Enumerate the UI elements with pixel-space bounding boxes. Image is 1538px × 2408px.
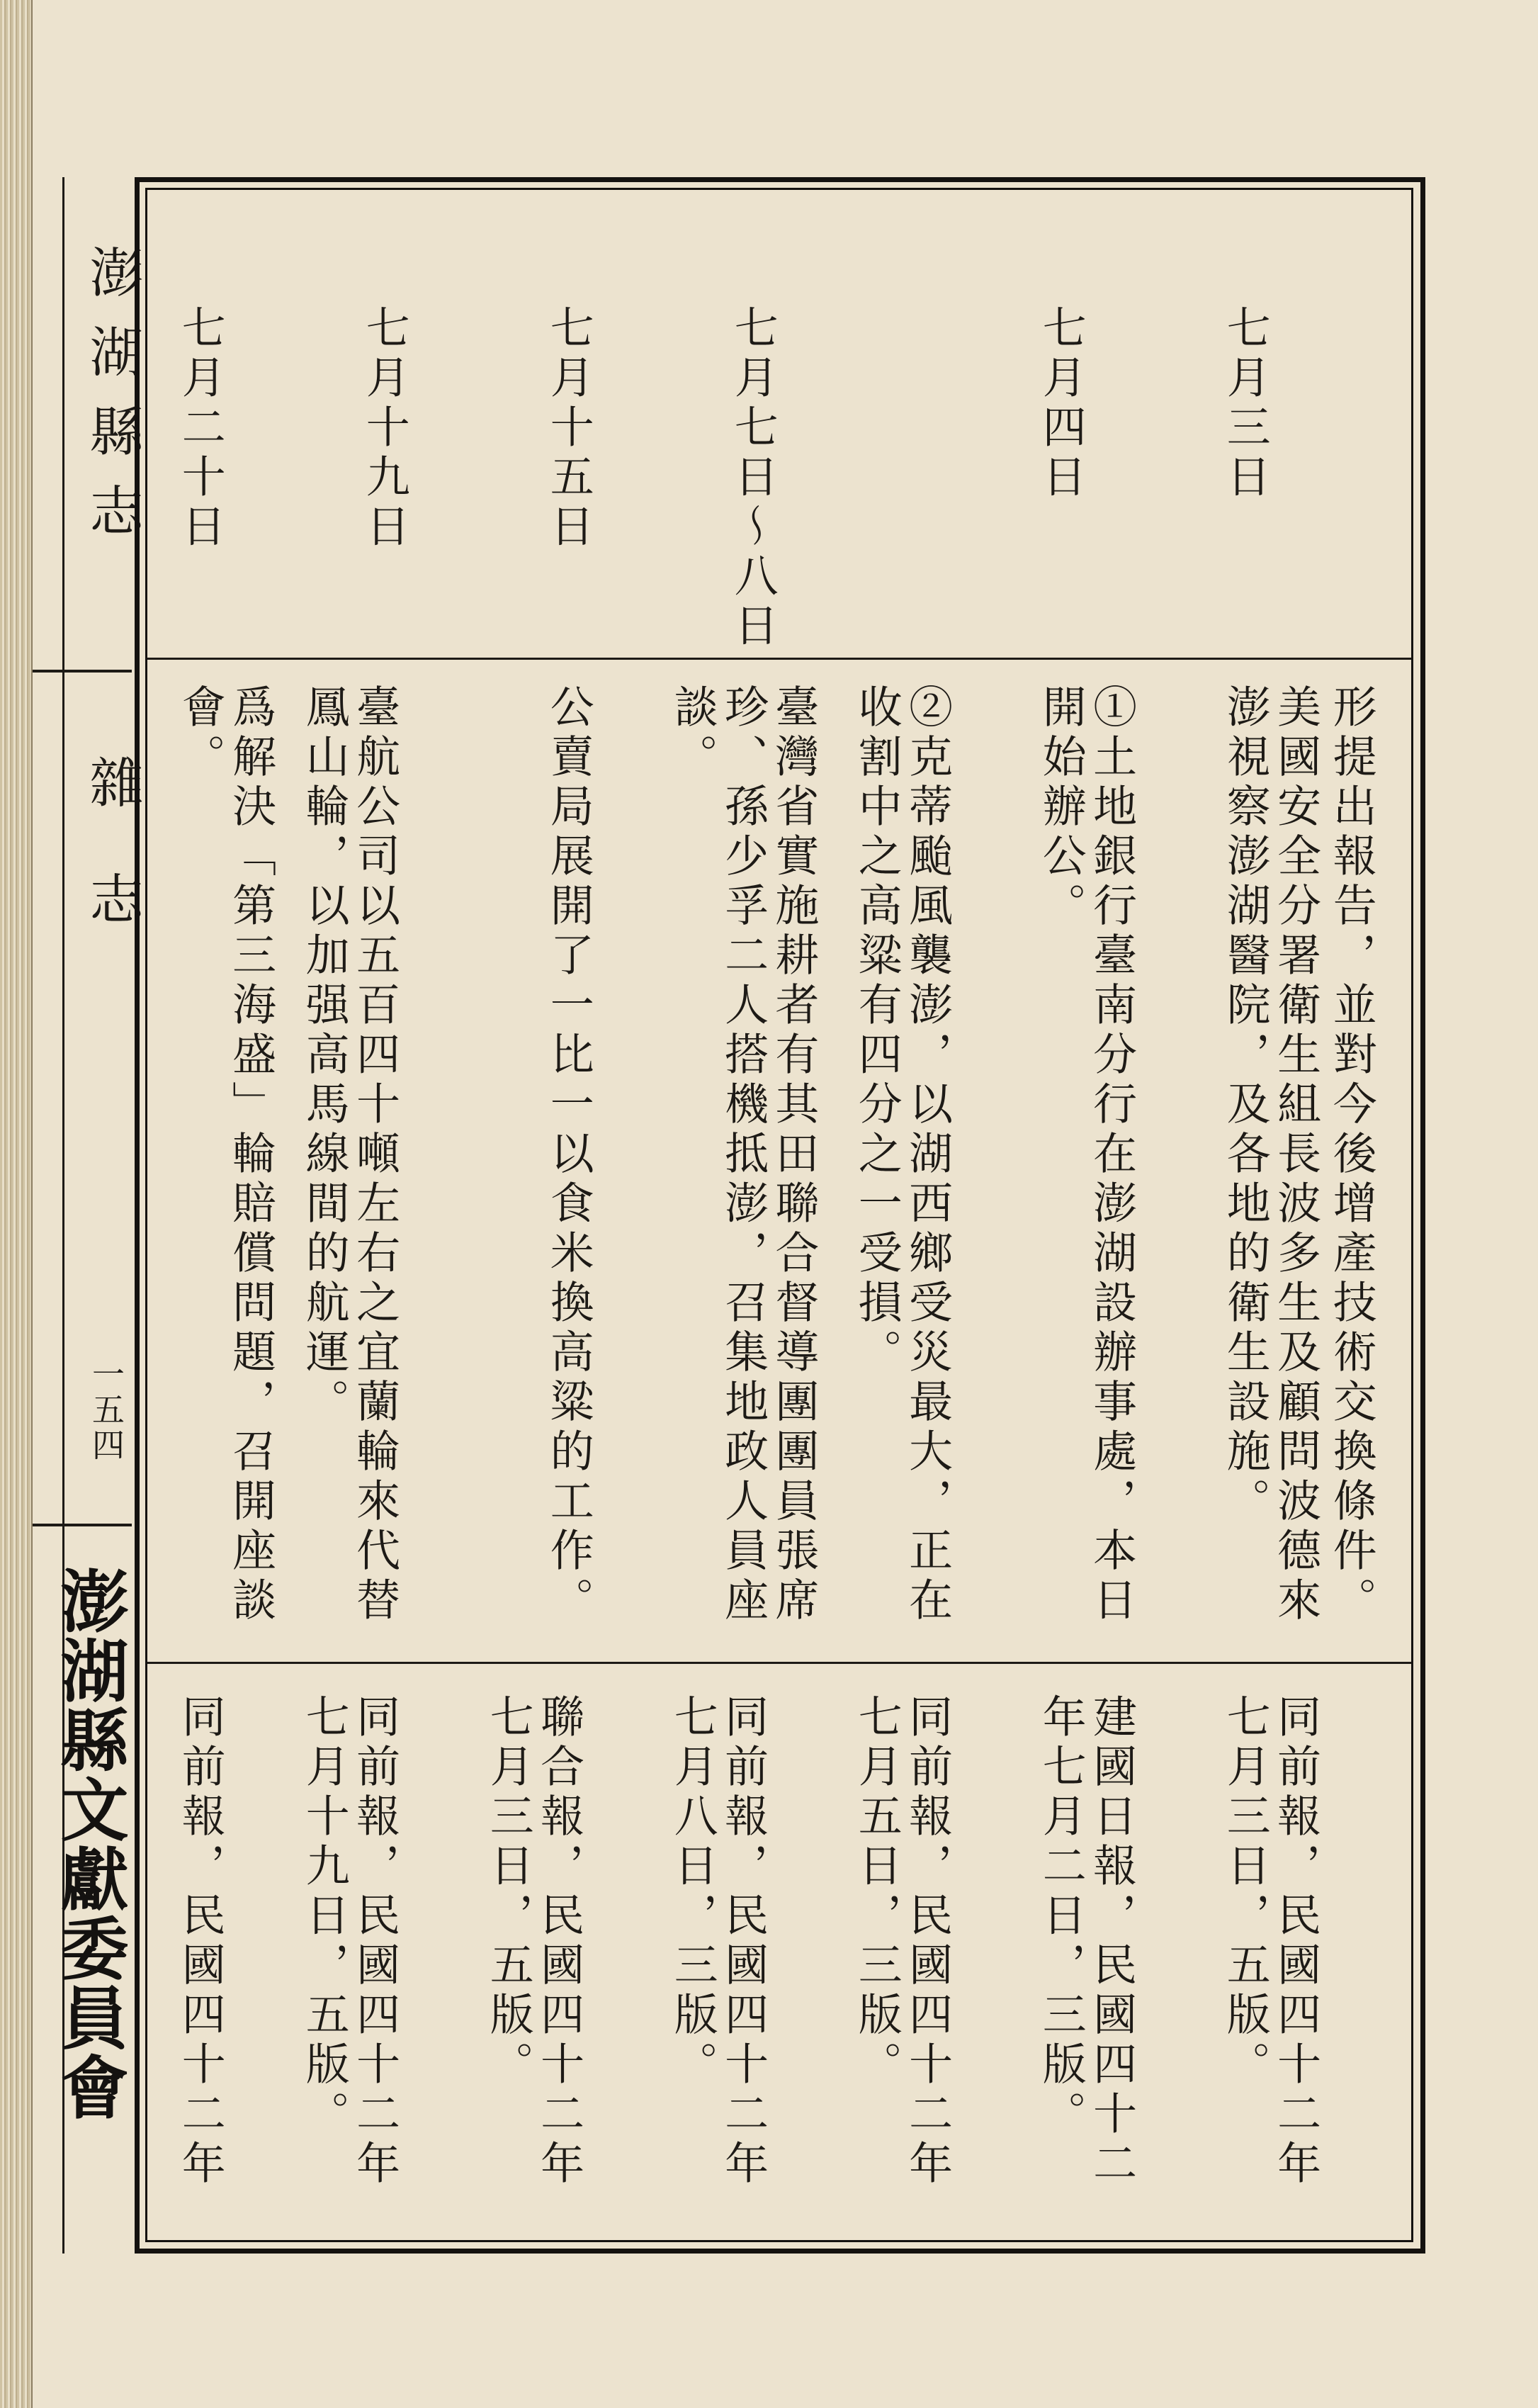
source-citation: 同前報，民國四十二年七月五日，三版。: [851, 1694, 954, 2190]
event-text: 美國安全分署衛生組長波多生及顧問波德來澎視察澎湖醫院，及各地的衛生設施。: [1219, 684, 1322, 1626]
entry-date: 七月七日～八日: [727, 305, 779, 652]
source-citation: 建國日報，民國四十二年七月二日，三版。: [1035, 1694, 1138, 2190]
entry-date: 七月三日: [1219, 305, 1272, 503]
chapter-title: 雜志: [81, 755, 144, 987]
entry-date: 七月十九日: [358, 305, 411, 553]
source-citation: 同前報，民國四十二年七月八日，三版。: [667, 1694, 769, 2190]
margin-divider-bottom: [33, 1524, 132, 1526]
source-citation: 同前報，民國四十二年七月十九日，五版。: [298, 1694, 401, 2190]
entry-date: 七月四日: [1035, 305, 1087, 503]
source-citation: 同前報，民國四十二年七月三日，五版。: [1219, 1694, 1322, 2190]
page-number: 一五四: [87, 1357, 125, 1463]
entry-date: 七月十五日: [543, 305, 595, 553]
entry-date: 七月二十日: [174, 305, 227, 553]
event-text: 臺航公司以五百四十噸左右之宜蘭輪來代替鳳山輪，以加强高馬線間的航運。: [298, 684, 401, 1626]
margin-divider-top: [33, 670, 132, 673]
publisher-name: 澎湖縣文獻委員會: [50, 1566, 130, 2122]
event-text: ②克蒂颱風襲澎，以湖西鄉受災最大，正在收割中之高粱有四分之一受損。: [851, 684, 954, 1626]
book-title: 澎湖縣志: [81, 244, 144, 562]
source-citation: 同前報，民國四十二年: [174, 1694, 227, 2190]
event-text: 形提出報告，並對今後增產技術交換條件。: [1325, 684, 1378, 1626]
event-text: 臺灣省實施耕者有其田聯合督導團團員張席珍、孫少孚二人搭機抵澎，召集地政人員座談。: [667, 684, 820, 1626]
book-binding: [0, 0, 33, 2408]
event-text: ①土地銀行臺南分行在澎湖設辦事處，本日開始辦公。: [1035, 684, 1138, 1626]
table-rule-event-source: [147, 1662, 1411, 1664]
table-rule-date-event: [147, 658, 1411, 660]
event-text: 爲解決「第三海盛」輪賠償問題，召開座談會。: [174, 684, 277, 1626]
source-citation: 聯合報，民國四十二年七月三日，五版。: [482, 1694, 585, 2190]
event-text: 公賣局展開了一比一以食米換高粱的工作。: [543, 684, 595, 1626]
